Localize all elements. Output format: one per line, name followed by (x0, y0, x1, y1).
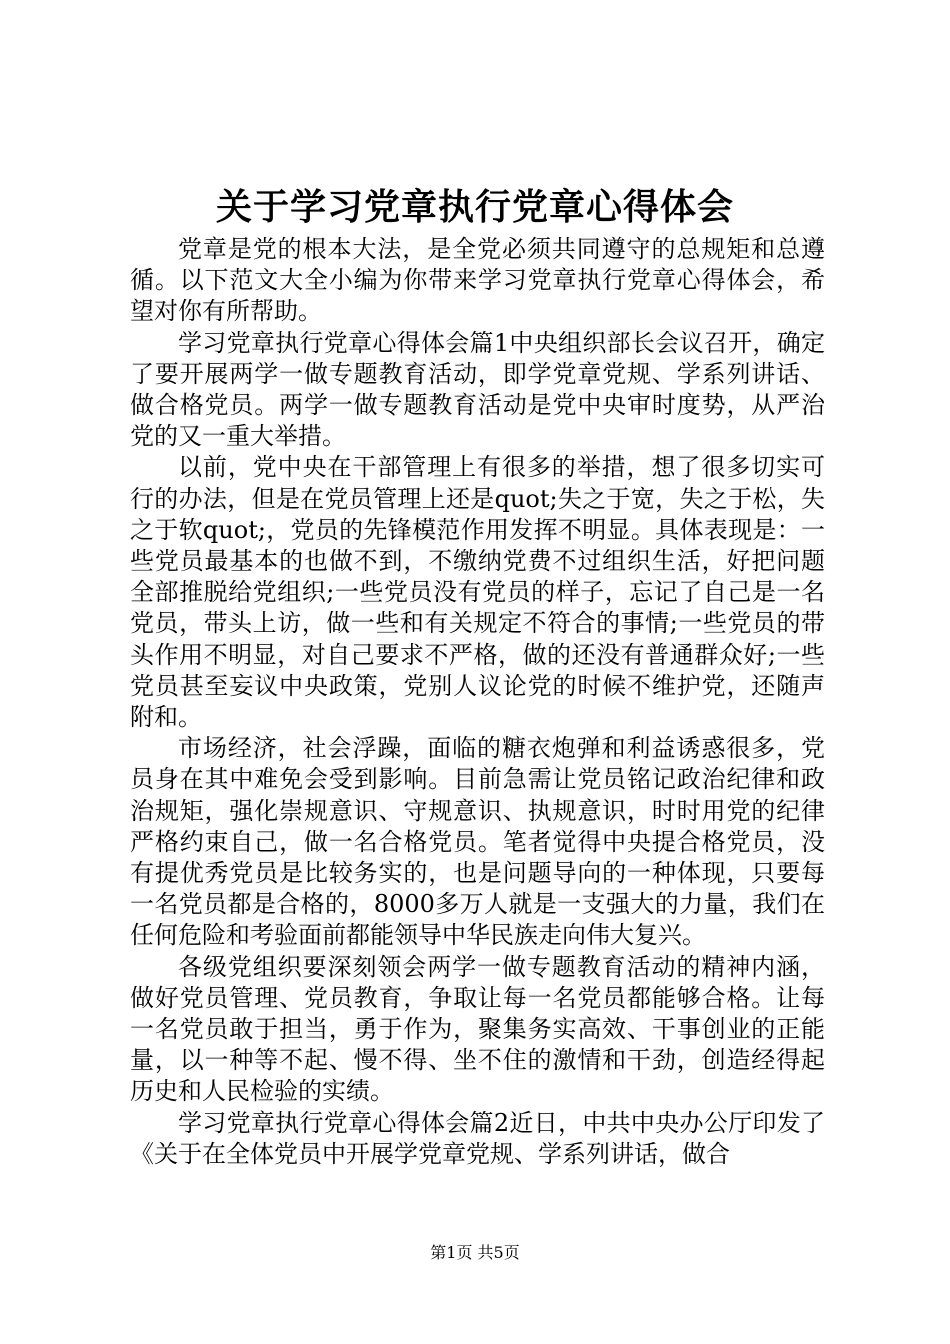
document-title: 关于学习党章执行党章心得体会 (215, 186, 734, 228)
paragraph-article-1-opening: 学习党章执行党章心得体会篇1中央组织部长会议召开，确定了要开展两学一做专题教育活动，即学党章党规、学系列讲话、做合格党员。两学一做专题教育活动是党中央审时度势，从严治党的又一重大举措。 (130, 328, 825, 451)
paragraph-market-economy: 市场经济，社会浮躁，面临的糖衣炮弹和利益诱惑很多，党员身在其中难免会受到影响。目前急需让党员铭记政治纪律和政治规矩，强化崇规意识、守规意识、执规意识，时时用党的纪律严格约束自己，做一名合格党员。笔者觉得中央提合格党员，没有提优秀党员是比较务实的，也是问题导向的一种体现，只要每一名党员都是合格的，8000多万人就是一支强大的力量，我们在任何危险和考验面前都能领导中华民族走向伟大复兴。 (130, 734, 825, 950)
paragraph-past-measures: 以前，党中央在干部管理上有很多的举措，想了很多切实可行的办法，但是在党员管理上还是quot;失之于宽，失之于松，失之于软quot;，党员的先锋模范作用发挥不明显。具体表现是：一些党员最基本的也做不到，不缴纳党费不过组织生活，好把问题全部推脱给党组织;一些党员没有党员的样子，忘记了自己是一名党员，带头上访，做一些和有关规定不符合的事情;一些党员的带头作用不明显，对自己要求不严格，做的还没有普通群众好;一些党员甚至妄议中央政策，党别人议论党的时候不维护党，还随声附和。 (130, 453, 825, 732)
paragraph-intro: 党章是党的根本大法，是全党必须共同遵守的总规矩和总遵循。以下范文大全小编为你带来学习党章执行党章心得体会，希望对你有所帮助。 (130, 235, 825, 326)
document-body (130, 234, 825, 1170)
paragraph-article-2-opening: 学习党章执行党章心得体会篇2近日，中共中央办公厅印发了《关于在全体党员中开展学党章党规、学系列讲话，做合 (130, 1108, 825, 1168)
page-number-footer: 第1页 共5页 (430, 1243, 520, 1262)
paragraph-party-organizations: 各级党组织要深刻领会两学一做专题教育活动的精神内涵，做好党员管理、党员教育，争取让每一名党员都能够合格。让每一名党员敢于担当，勇于作为，聚集务实高效、干事创业的正能量，以一种等不起、慢不得、坐不住的激情和干劲，创造经得起历史和人民检验的实绩。 (130, 952, 825, 1106)
